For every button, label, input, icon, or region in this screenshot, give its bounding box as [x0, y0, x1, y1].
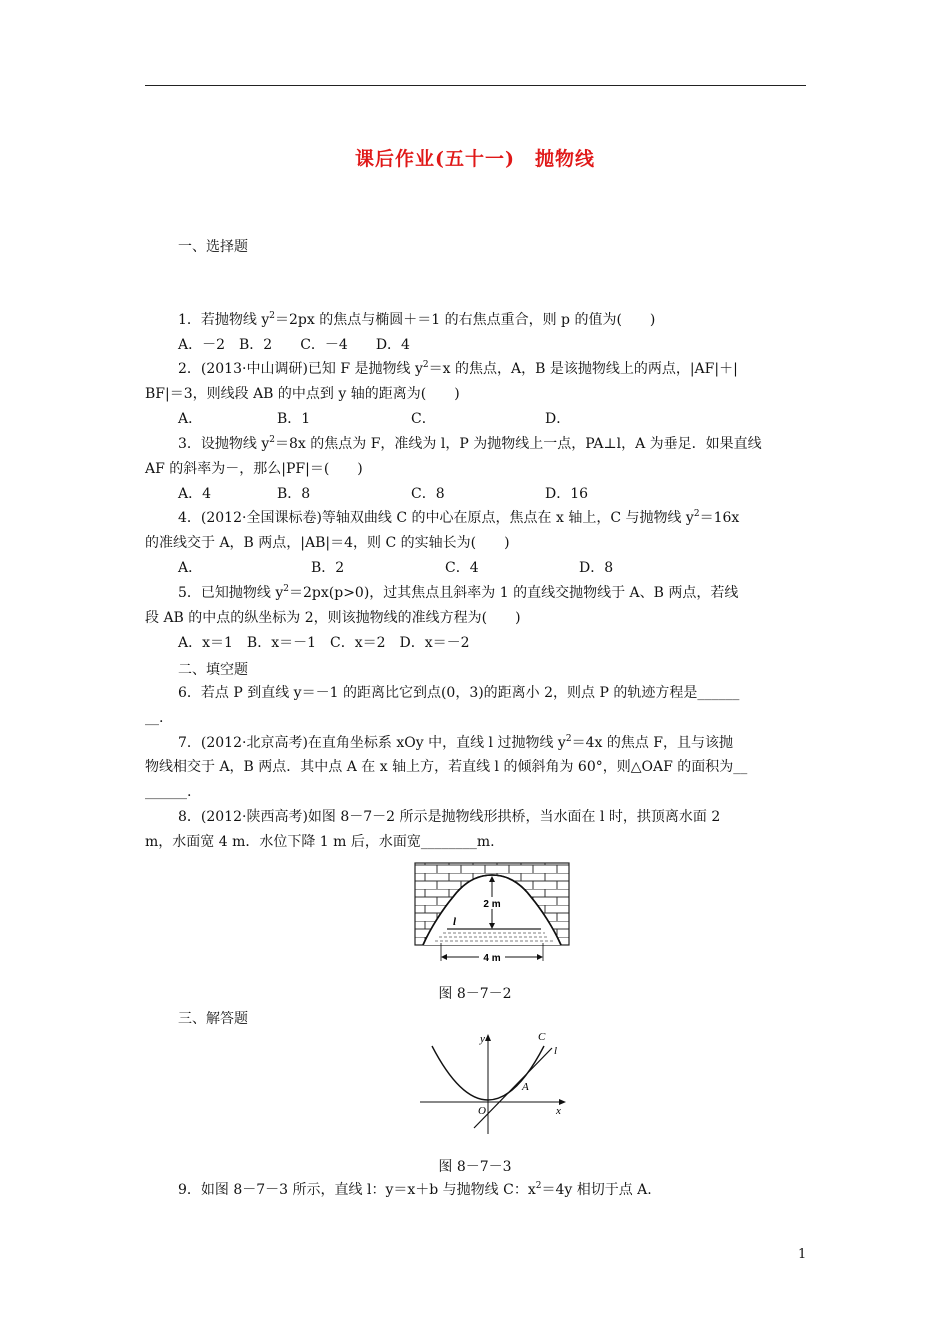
q1-options: A．－2 B．2 C．－4 D．4 [178, 337, 410, 353]
page-title: 课后作业(五十一) 抛物线 [355, 148, 595, 170]
q4-stem: 4．(2012·全国课标卷)等轴双曲线 C 的中心在原点，焦点在 x 轴上，C 与抛物线 $y^2=16x$ [178, 509, 740, 526]
q5-stem: 5．已知抛物线 $y^2=2px(p>0)$，过其焦点且斜率为 1 的直线交抛物线于 A、B 两点，若线 [178, 584, 739, 601]
figure-caption-8-7-2: 图 8－7－2 [438, 986, 512, 1002]
q2-option-d: D． [545, 411, 571, 427]
q5-options: A．x＝1 B．x＝－1 C．x＝2 D．x＝－2 [178, 635, 470, 651]
q9-stem: 9．如图 8－7－3 所示，直线 l：y＝x＋b 与抛物线 C：$x^2=4y$ 相切于点 A. [178, 1181, 652, 1198]
q7-stem-cont: 物线相交于 A，B 两点．其中点 A 在 x 轴上方，若直线 l 的倾斜角为 60°，则△OAF 的面积为__ [145, 759, 748, 775]
height-label: 2 m [483, 899, 501, 910]
figure-caption-8-7-3: 图 8－7－3 [438, 1159, 512, 1175]
width-label: 4 m [483, 953, 501, 964]
q3-option-b: B．8 [277, 486, 311, 502]
q7-stem-cont2: ______. [145, 784, 192, 800]
q2-option-a: A． [178, 411, 203, 427]
q4-stem-cont: 的准线交于 A，B 两点，|AB|＝4，则 C 的实轴长为( ) [145, 535, 510, 551]
q2-option-b: B．1 [277, 411, 311, 427]
q6-stem: 6．若点 P 到直线 y＝－1 的距离比它到点(0，3)的距离小 2，则点 P 的轨迹方程是______ [178, 685, 740, 701]
q2-option-c: C． [411, 411, 436, 427]
x-axis-label: x [556, 1105, 561, 1117]
q8-stem: 8．(2012·陕西高考)如图 8－7－2 所示是抛物线形拱桥，当水面在 l 时，拱顶离水面 2 [178, 809, 721, 825]
point-a-label: A [522, 1081, 529, 1093]
header-rule [145, 85, 806, 86]
y-axis-label: y [480, 1033, 485, 1045]
q2-stem-cont: BF|＝3，则线段 AB 的中点到 y 轴的距离为( ) [145, 386, 460, 402]
q3-stem: 3．设抛物线 $y^2=8x$ 的焦点为 F，准线为 l，P 为抛物线上一点，PA⊥l，A 为垂足．如果直线 [178, 435, 762, 452]
q3-option-c: C．8 [411, 486, 445, 502]
q7-stem: 7．(2012·北京高考)在直角坐标系 xOy 中，直线 l 过抛物线 $y^2=4x$ 的焦点 F，且与该抛 [178, 734, 733, 751]
section-choice: 一、选择题 [178, 239, 248, 255]
curve-c-label: C [538, 1031, 546, 1043]
parabola-tangent-figure [418, 1028, 570, 1138]
arch-bridge-figure [413, 857, 571, 969]
water-level-label: l [453, 916, 457, 928]
q4-option-b: B．2 [311, 560, 345, 576]
q2-stem: 2．(2013·中山调研)已知 F 是抛物线 $y^2=x$ 的焦点，A，B 是该抛物线上的两点，|AF|＋| [178, 360, 738, 377]
page-number: 1 [798, 1247, 807, 1262]
q3-option-d: D．16 [545, 486, 589, 502]
q6-stem-cont: __. [145, 710, 164, 726]
q4-option-d: D．8 [579, 560, 614, 576]
q3-option-a: A．4 [178, 486, 212, 502]
origin-label: O [478, 1105, 486, 1117]
q1-stem: 1．若抛物线 $y^2=2px$ 的焦点与椭圆＋＝1 的右焦点重合，则 p 的值为( ) [178, 311, 656, 328]
section-fill: 二、填空题 [178, 662, 248, 678]
q4-option-a: A． [178, 560, 203, 576]
q3-stem-cont: AF 的斜率为－，那么|PF|＝( ) [145, 461, 363, 477]
q5-stem-cont: 段 AB 的中点的纵坐标为 2，则该抛物线的准线方程为( ) [145, 610, 521, 626]
q4-option-c: C．4 [445, 560, 479, 576]
section-solve: 三、解答题 [178, 1011, 248, 1027]
q8-stem-cont: m，水面宽 4 m．水位下降 1 m 后，水面宽________m. [145, 834, 495, 850]
line-l-label: l [554, 1045, 558, 1057]
